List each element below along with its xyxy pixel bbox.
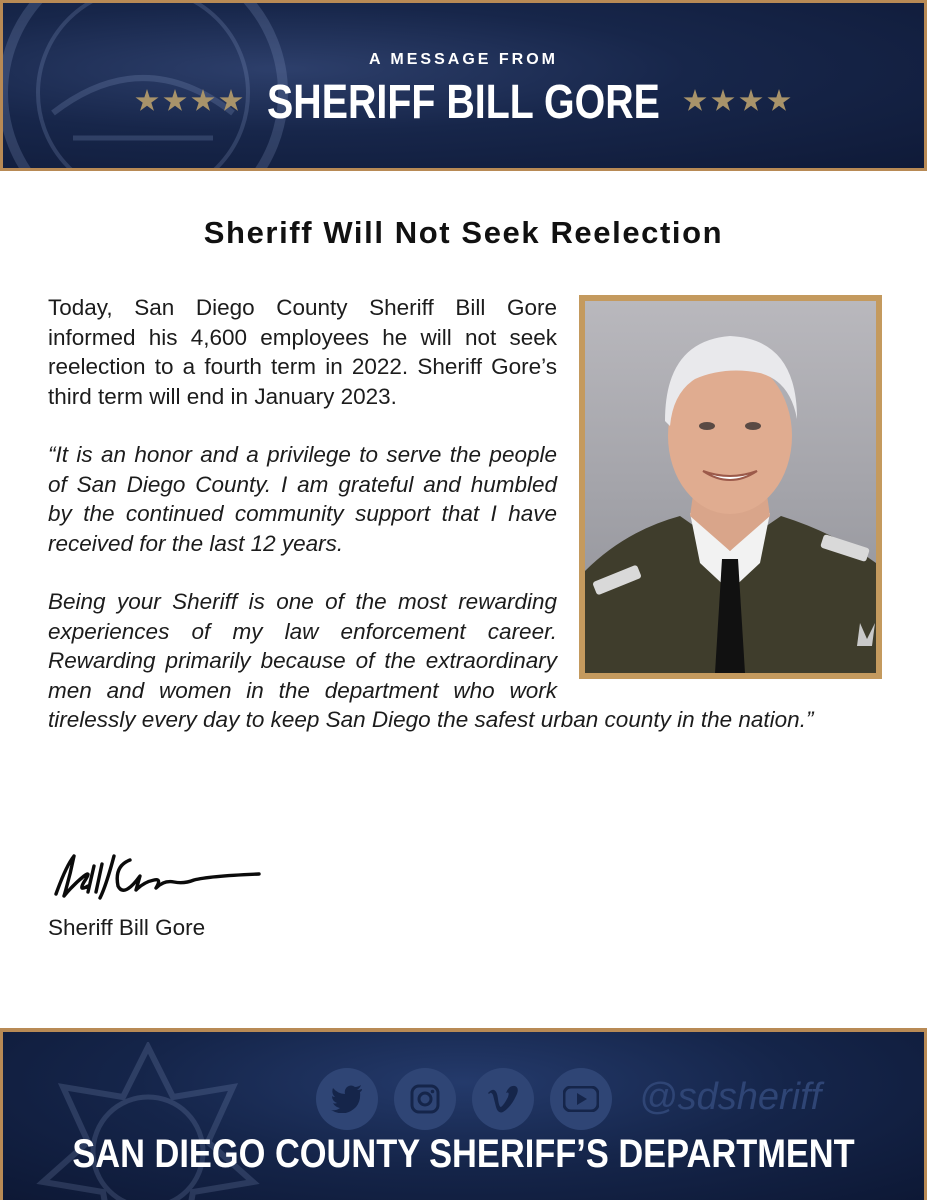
twitter-icon[interactable] bbox=[316, 1068, 378, 1130]
star-icon bbox=[711, 89, 735, 113]
vimeo-icon[interactable] bbox=[472, 1068, 534, 1130]
instagram-icon[interactable] bbox=[394, 1068, 456, 1130]
stars-right bbox=[683, 89, 791, 113]
intro-paragraph: Today, San Diego County Sheriff Bill Gore informed his 4,600 employees he will not seek reelection to a fourth term in 2022. Sheriff Gore’s third term will end in January 2023. bbox=[48, 295, 557, 409]
youtube-icon[interactable] bbox=[550, 1068, 612, 1130]
star-icon bbox=[683, 89, 707, 113]
portrait-illustration bbox=[585, 301, 876, 673]
handwritten-signature bbox=[44, 846, 264, 906]
social-handle[interactable]: @sdsheriff bbox=[639, 1076, 822, 1118]
header-banner bbox=[0, 0, 927, 171]
social-links bbox=[316, 1068, 612, 1130]
header-headline: SHERIFF BILL GORE bbox=[267, 76, 660, 129]
footer-banner bbox=[0, 1028, 927, 1200]
signer-name: Sheriff Bill Gore bbox=[48, 915, 206, 940]
star-icon bbox=[767, 89, 791, 113]
sheriff-portrait bbox=[579, 295, 882, 679]
quote-paragraph-2: Being your Sheriff is one of the most rewarding experiences of my law enforcement career. Rewarding primarily because of the extraordinary men and women in the department who work tirelessly every day to keep San Diego the safest urban county in the nation.” bbox=[48, 589, 814, 732]
header-kicker: A MESSAGE FROM bbox=[369, 51, 558, 68]
star-icon bbox=[739, 89, 763, 113]
message-body bbox=[48, 293, 882, 764]
page-title: Sheriff Will Not Seek Reelection bbox=[203, 215, 724, 250]
department-name: SAN DIEGO COUNTY SHERIFF’S DEPARTMENT bbox=[72, 1132, 855, 1176]
quote-paragraph-1: “It is an honor and a privilege to serve the people of San Diego County. I am grateful and humbled by the continued community support that I have received for the last 12 years. bbox=[48, 442, 557, 556]
